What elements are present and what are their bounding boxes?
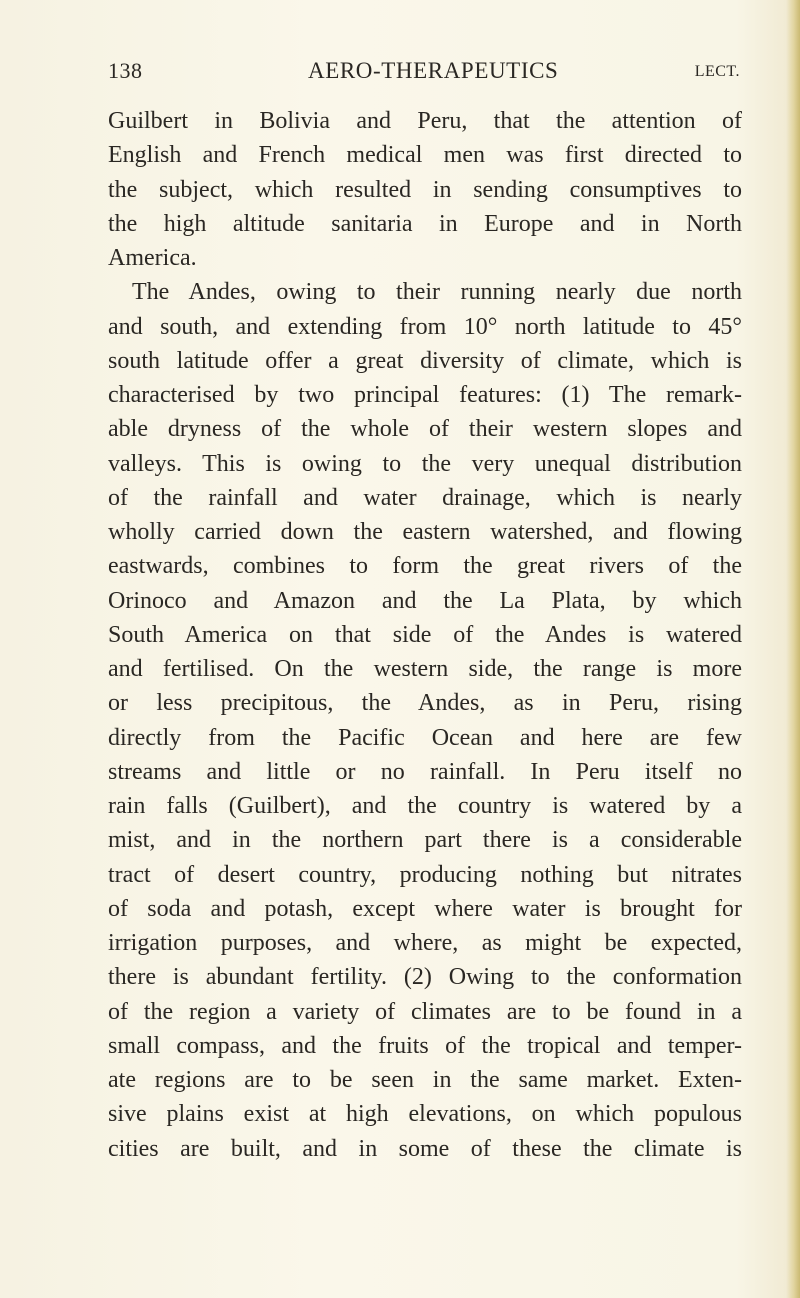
- text-line: English and French medical men was first directed to: [108, 142, 742, 169]
- running-title: AERO-THERAPEUTICS: [308, 58, 559, 83]
- text-line: America.: [108, 245, 197, 271]
- text-line: characterised by two principal features: (1) The remark-: [108, 382, 742, 408]
- text-line: irrigation purposes, and where, as might be expected,: [108, 930, 742, 956]
- page-number: 138: [108, 58, 143, 83]
- text-line: directly from the Pacific Ocean and here are few: [108, 724, 742, 751]
- text-line: tract of desert country, producing nothing but nitrates: [108, 861, 742, 888]
- text-line: able dryness of the whole of their western slopes and: [108, 416, 742, 443]
- section-mark: LECT.: [694, 63, 740, 80]
- text-line: Orinoco and Amazon and the La Plata, by which: [108, 587, 742, 614]
- page-edge-shadow: [786, 0, 800, 1298]
- text-line: and fertilised. On the western side, the range is more: [108, 656, 742, 682]
- text-line: or less precipitous, the Andes, as in Peru, rising: [108, 690, 742, 717]
- text-line: rain falls (Guilbert), and the country is watered by a: [108, 793, 742, 819]
- text-line: streams and little or no rainfall. In Peru itself no: [108, 758, 742, 785]
- text-line: south latitude offer a great diversity of climate, which is: [108, 347, 742, 374]
- text-line: of soda and potash, except where water is brought for: [108, 895, 742, 922]
- text-line: the subject, which resulted in sending consumptives to: [108, 176, 742, 203]
- text-line: ate regions are to be seen in the same market. Exten-: [108, 1067, 742, 1093]
- text-line: small compass, and the fruits of the tropical and temper-: [108, 1032, 742, 1059]
- text-line: the high altitude sanitaria in Europe and in North: [108, 210, 742, 237]
- text-line: there is abundant fertility. (2) Owing to the conformation: [108, 964, 742, 991]
- text-line: sive plains exist at high elevations, on which populous: [108, 1101, 742, 1128]
- text-line: wholly carried down the eastern watershed, and flowing: [108, 519, 742, 545]
- text-line: cities are built, and in some of these the climate is: [108, 1135, 742, 1162]
- text-line: Guilbert in Bolivia and Peru, that the attention of: [108, 108, 742, 134]
- paragraph-start-line: The Andes, owing to their running nearly due north: [132, 279, 742, 306]
- text-line: of the region a variety of climates are to be found in a: [108, 998, 742, 1025]
- text-line: and south, and extending from 10° north latitude to 45°: [108, 313, 742, 340]
- text-line: South America on that side of the Andes is watered: [108, 621, 742, 648]
- text-line: mist, and in the northern part there is a considerable: [108, 827, 742, 854]
- body-text: [108, 104, 742, 1166]
- running-head: [108, 58, 740, 88]
- text-line: eastwards, combines to form the great rivers of the: [108, 553, 742, 580]
- text-line: of the rainfall and water drainage, which is nearly: [108, 484, 742, 511]
- text-line: valleys. This is owing to the very unequal distribution: [108, 450, 742, 477]
